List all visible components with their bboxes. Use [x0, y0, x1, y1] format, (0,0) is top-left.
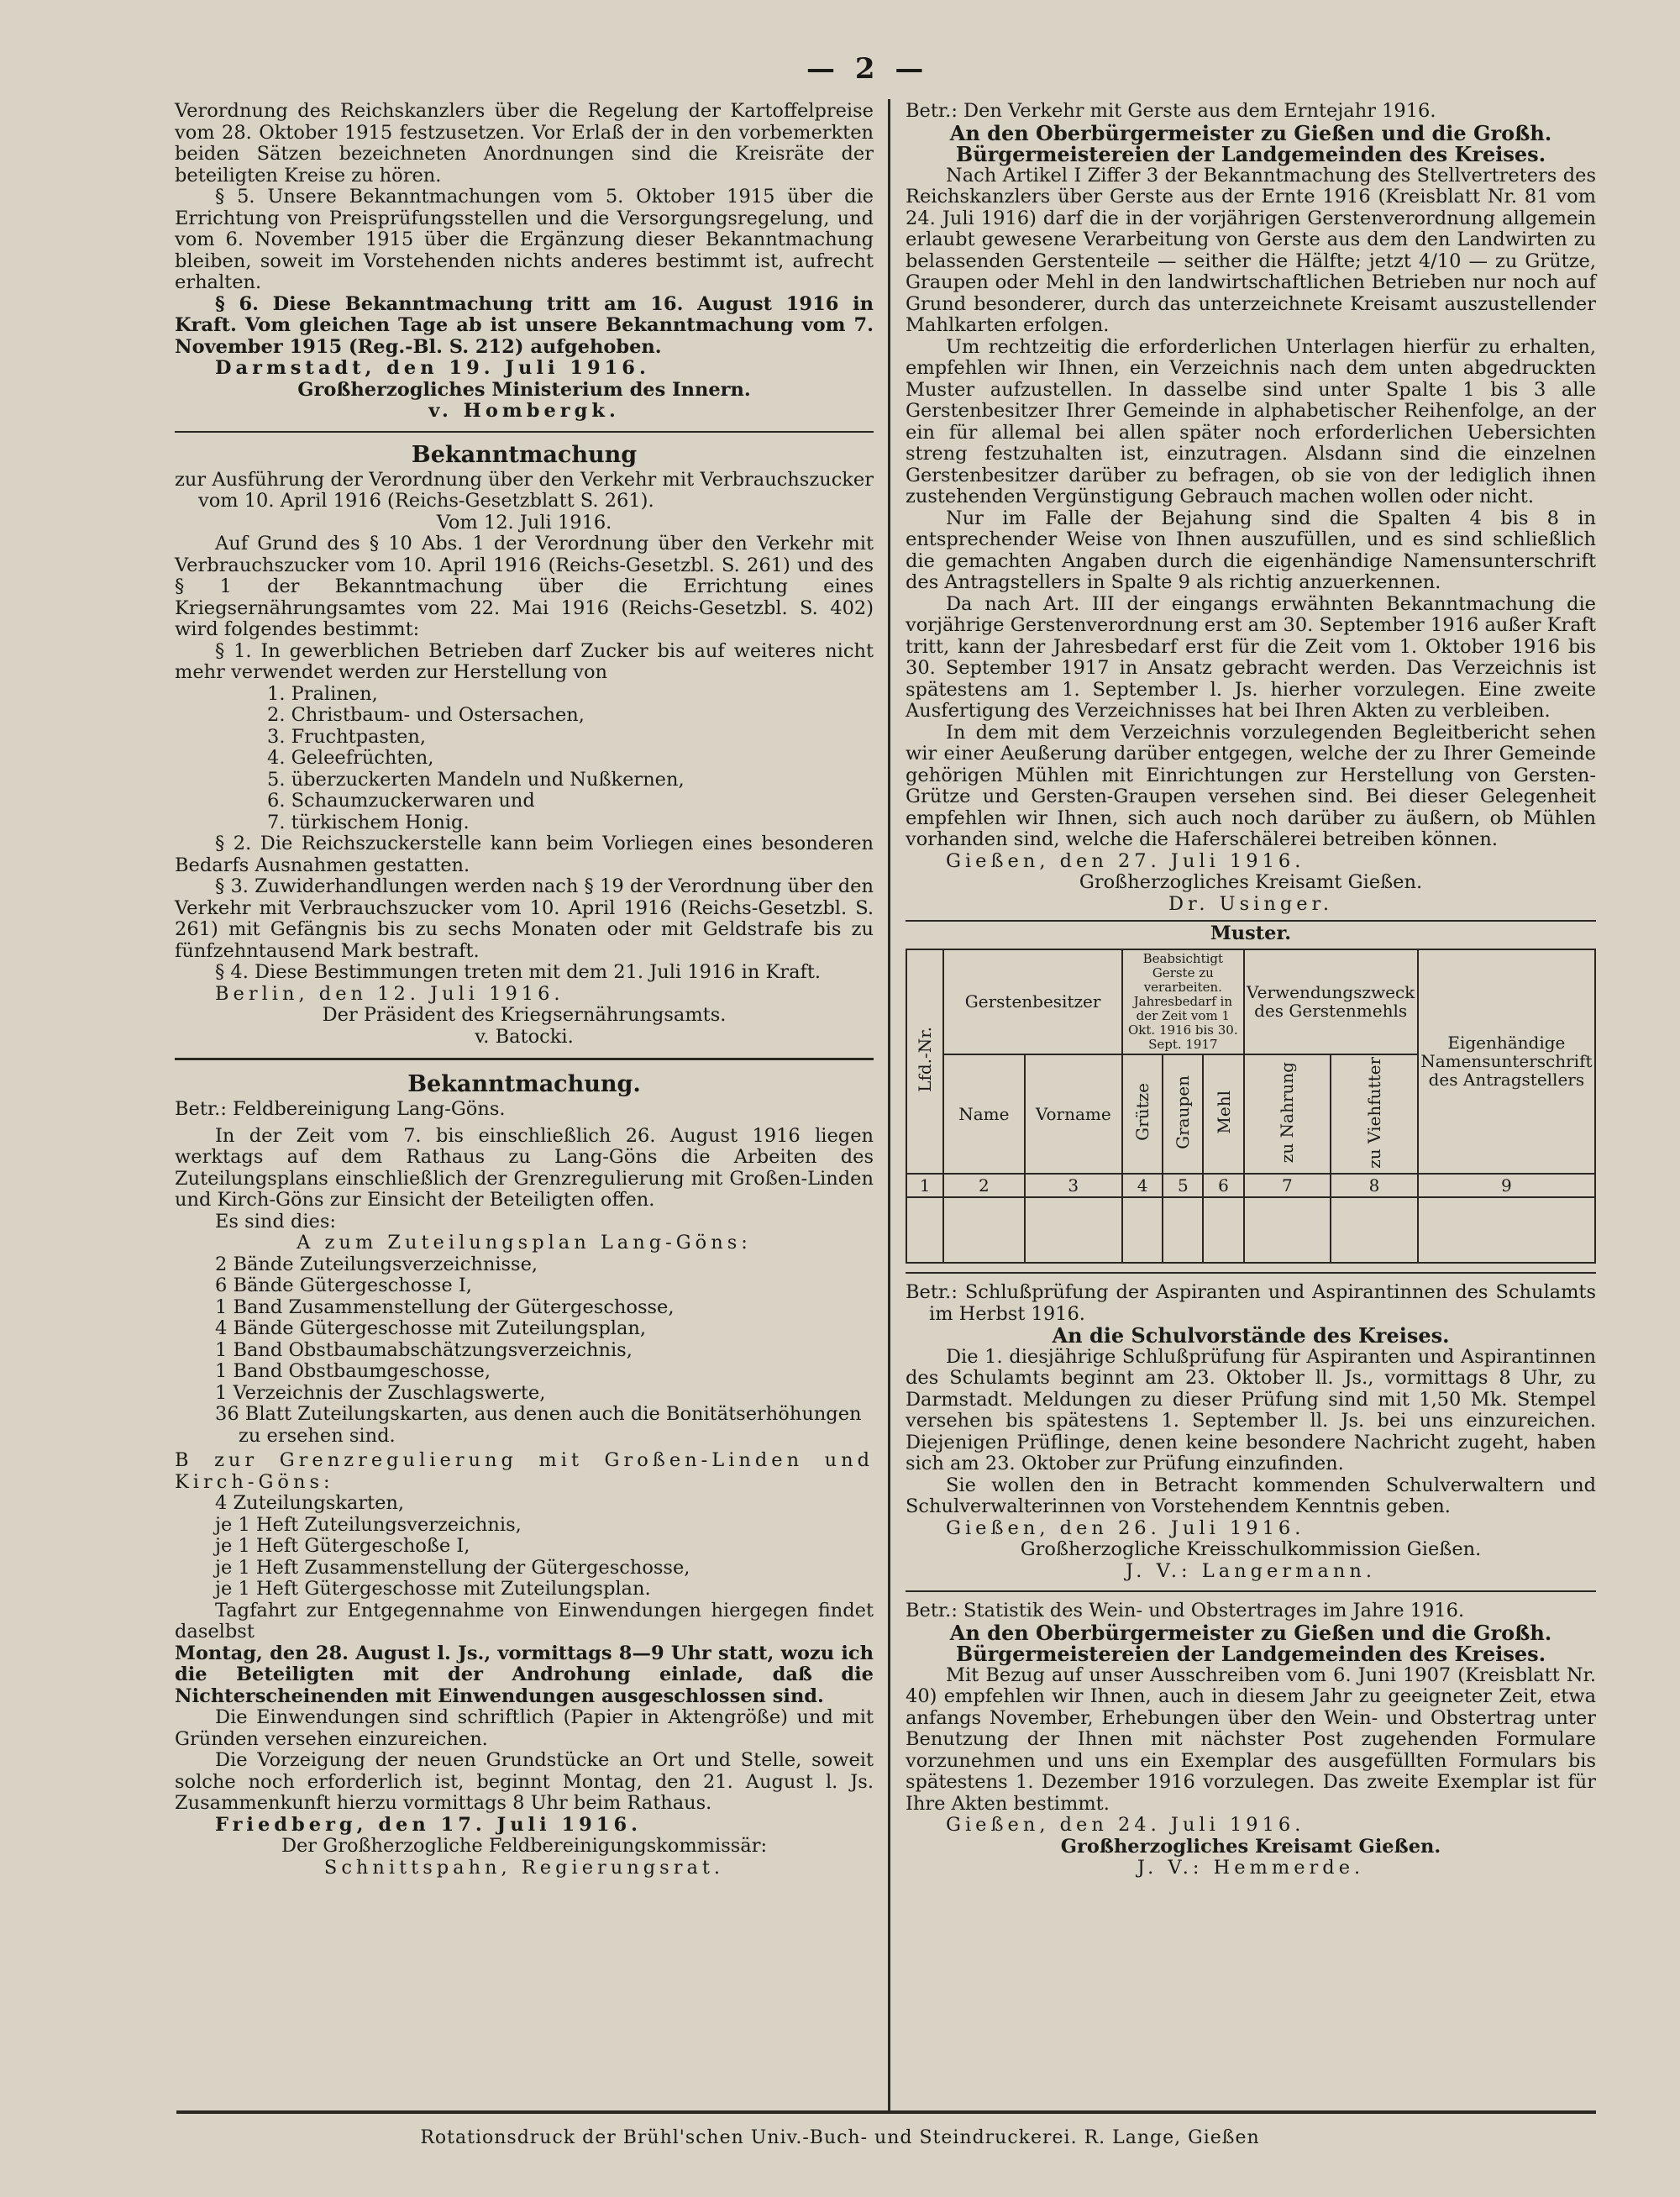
- signature: J. V.: Hemmerde.: [1137, 1857, 1365, 1879]
- paragraph-s2: § 2. Die Reichszuckerstelle kann beim Vorliegen eines besonderen Bedarfs Ausnahmen gestatten.: [175, 833, 874, 876]
- notice-paragraph: In der Zeit vom 7. bis einschließlich 26. August 1916 liegen werktags auf dem Rathaus zu Lang-Göns die Arbeiten des Zuteilungsplans einschließlich der Grenzregulierung mit Großen-Linden und Kirch-Göns zur Einsicht der Beteiligten offen.: [175, 1124, 874, 1211]
- printer-imprint: Rotationsdruck der Brühl'schen Univ.-Buch- und Steindruckerei. R. Lange, Gießen: [420, 2127, 1260, 2148]
- signature: Dr. Usinger.: [1168, 892, 1333, 915]
- table-cell: 6: [1203, 1174, 1243, 1197]
- list-item: 6 Bände Gütergeschosse I,: [215, 1275, 472, 1296]
- table-header-cell: zu Nahrung: [1244, 1054, 1331, 1175]
- place-date: Gießen, den 27. Juli 1916.: [946, 849, 1305, 872]
- list-item: je 1 Heft Gütergeschoße I,: [215, 1535, 470, 1557]
- section-divider: [175, 431, 874, 433]
- notice-heading: Bekanntmachung: [411, 441, 638, 468]
- place-date: Gießen, den 26. Juli 1916.: [946, 1516, 1305, 1539]
- addressee: An den Oberbürgermeister zu Gießen und die Großh. Bürgermeistereien der Landgemeinden des Kreises.: [949, 120, 1552, 166]
- notice-paragraph: Die Vorzeigung der neuen Grundstücke an Ort und Stelle, soweit solche noch erforderlich ist, beginnt Montag, den 21. August l. Js. Zusammenkunft hierzu vormittags 8 Uhr beim Rathaus.: [175, 1749, 874, 1814]
- table-cell: 1: [906, 1174, 943, 1197]
- continued-paragraph: Verordnung des Reichskanzlers über die Regelung der Kartoffelpreise vom 28. Oktober 1915 festzusetzen. Vor Erlaß der in den vorbemerkten beiden Sätzen bezeichneten Anordnungen sind die Kreisräte der beteiligten Kreise zu hören.: [175, 100, 874, 187]
- issuing-office: Der Großherzogliche Feldbereinigungskommissär:: [281, 1835, 768, 1857]
- notice-intro: Auf Grund des § 10 Abs. 1 der Verordnung über den Verkehr mit Verbrauchszucker vom 10. April 1916 (Reichs-Gesetzbl. S. 261) und des § 1 der Bekanntmachung über die Errichtung eines Kriegsernährungsamtes vom 22. Mai 1916 (Reichs-Gesetzbl. S. 402) wird folgendes bestimmt:: [175, 533, 874, 640]
- paragraph-s4: § 4. Diese Bestimmungen treten mit dem 21. Juli 1916 in Kraft.: [215, 961, 822, 983]
- place-date: Berlin, den 12. Juli 1916.: [215, 982, 564, 1005]
- list-item: 4 Zuteilungskarten,: [215, 1492, 405, 1514]
- signature: J. V.: Langermann.: [1126, 1559, 1376, 1582]
- table-cell: [1163, 1197, 1203, 1263]
- table-header-cell: Gerstenbesitzer: [943, 949, 1122, 1054]
- paragraph-s3: § 3. Zuwiderhandlungen werden nach § 19 der Verordnung über den Verkehr mit Verbrauchszucker vom 10. April 1916 (Reichs-Gesetzbl. S. 261) mit Gefängnis bis zu sechs Monaten oder mit Geldstrafe bis zu fünfzehntausend Mark bestraft.: [175, 875, 874, 962]
- table-header-cell: Graupen: [1163, 1054, 1203, 1175]
- list-item: 3. Fruchtpasten,: [267, 725, 426, 748]
- place-date: Gießen, den 24. Juli 1916.: [946, 1814, 1305, 1837]
- list-item: 4 Bände Gütergeschosse mit Zuteilungsplan,: [215, 1317, 647, 1339]
- list-item: 5. überzuckerten Mandeln und Nußkernen,: [267, 768, 685, 791]
- item-list: [215, 1493, 874, 1600]
- subject-line: Betr.: Den Verkehr mit Gerste aus dem Erntejahr 1916.: [906, 100, 1436, 122]
- section-divider: [175, 1058, 874, 1060]
- table-cell: 8: [1331, 1174, 1418, 1197]
- list-item: 1 Verzeichnis der Zuschlagswerte,: [215, 1381, 546, 1404]
- notice-paragraph: Die Einwendungen sind schriftlich (Papier in Aktengröße) und mit Gründen versehen einzureichen.: [175, 1706, 874, 1750]
- place-date: Friedberg, den 17. Juli 1916.: [215, 1813, 642, 1836]
- paragraph-s5: § 5. Unsere Bekanntmachungen vom 5. Oktober 1915 über die Errichtung von Preisprüfungsstellen und die Versorgungsregelung, und vom 6. November 1915 über die Ergänzung dieser Bekanntmachung bleiben, soweit im Vorstehenden nichts anderes bestimmt ist, aufrecht erhalten.: [175, 186, 874, 293]
- list-item: 1 Band Obstbaumabschätzungsverzeichnis,: [215, 1338, 633, 1361]
- table-header-cell: Grütze: [1122, 1054, 1163, 1175]
- list-item: 7. türkischem Honig.: [267, 811, 470, 833]
- list-item: 1. Pralinen,: [267, 682, 378, 705]
- bottom-rule: [176, 2110, 1596, 2114]
- subject-line: Betr.: Feldbereinigung Lang-Göns.: [175, 1098, 506, 1120]
- paragraph-s6: § 6. Diese Bekanntmachung tritt am 16. August 1916 in Kraft. Vom gleichen Tage ab ist unsere Bekanntmachung vom 7. November 1915 (Reg.-Bl. S. 212) aufgehoben.: [175, 292, 874, 358]
- section-divider: [906, 1272, 1596, 1274]
- notice-subtitle: zur Ausführung der Verordnung über den Verkehr mit Verbrauchszucker vom 10. April 1916 (Reichs-Gesetzblatt S. 261).: [175, 468, 874, 512]
- signature: v. Batocki.: [475, 1025, 574, 1048]
- table-cell: 2: [943, 1174, 1024, 1197]
- page-number: — 2 —: [806, 52, 929, 86]
- list-item: 1 Band Obstbaumgeschosse,: [215, 1360, 491, 1382]
- list-item: 2 Bände Zuteilungsverzeichnisse,: [215, 1253, 538, 1275]
- list-item: je 1 Heft Gütergeschosse mit Zuteilungsplan.: [215, 1578, 651, 1600]
- notice-paragraph: Sie wollen den in Betracht kommenden Schulverwaltern und Schulverwalterinnen von Vorstehendem Kenntnis geben.: [906, 1474, 1596, 1518]
- table-header-cell: Lfd.-Nr.: [906, 949, 943, 1175]
- table-cell: [1244, 1197, 1331, 1263]
- issuing-office: Großherzogliches Kreisamt Gießen.: [1060, 1835, 1441, 1858]
- notice-paragraph: Da nach Art. III der eingangs erwähnten Bekanntmachung die vorjährige Gerstenverordnung erst am 30. September 1916 außer Kraft tritt, kann der Jahresbedarf erst für die Zeit vom 1. Oktober 1916 bis 30. September 1917 in Ansatz gebracht werden. Das Verzeichnis ist spätestens am 1. September l. Js. hierher vorzulegen. Eine zweite Ausfertigung des Verzeichnisses hat bei Ihren Akten zu verbleiben.: [906, 592, 1596, 722]
- issuing-office: Großherzogliches Ministerium des Innern.: [297, 378, 751, 401]
- table-header-cell: Verwendungszweck des Gerstenmehls: [1244, 949, 1418, 1054]
- table-header-cell: Name: [943, 1054, 1024, 1175]
- issuing-office: Großherzogliche Kreisschulkommission Gießen.: [1020, 1538, 1482, 1561]
- table-cell: [943, 1197, 1024, 1263]
- right-column: [906, 101, 1596, 1879]
- table-cell: [1418, 1197, 1595, 1263]
- issuing-office: Der Präsident des Kriegsernährungsamts.: [322, 1004, 727, 1026]
- table-cell: [906, 1197, 943, 1263]
- list-item: je 1 Heft Zuteilungsverzeichnis,: [215, 1513, 522, 1536]
- item-list: [215, 1254, 874, 1448]
- table-cell: [1331, 1197, 1418, 1263]
- sample-table: [906, 949, 1596, 1264]
- subject-line: Betr.: Schlußprüfung der Aspiranten und Aspirantinnen des Schulamts im Herbst 1916.: [906, 1281, 1596, 1325]
- notice-paragraph: Es sind dies:: [215, 1210, 336, 1233]
- notice-paragraph: Die 1. diesjährige Schlußprüfung für Aspiranten und Aspirantinnen des Schulamts beginnt am 23. Oktober ll. Js., vormittags 8 Uhr, zu Darmstadt. Meldungen zu dieser Prüfung sind mit 1,50 Mk. Stempel versehen bis spätestens 1. September ll. Js. bei uns einzureichen. Diejenigen Prüflinge, denen keine besondere Nachricht zugeht, haben sich am 23. Oktober zur Prüfung einzufinden.: [906, 1345, 1596, 1475]
- list-item: 1 Band Zusammenstellung der Gütergeschosse,: [215, 1296, 675, 1318]
- list-heading: B zur Grenzregulierung mit Großen-Linden und Kirch-Göns:: [175, 1449, 874, 1493]
- table-row: [906, 1197, 1595, 1263]
- list-heading: A zum Zuteilungsplan Lang-Göns:: [297, 1232, 752, 1254]
- section-divider: [906, 1590, 1596, 1592]
- table-cell: [1122, 1197, 1163, 1263]
- table-header-cell: zu Viehfutter: [1331, 1054, 1418, 1175]
- signature: Schnittspahn, Regierungsrat.: [323, 1856, 725, 1879]
- notice-paragraph: In dem mit dem Verzeichnis vorzulegenden Begleitbericht sehen wir einer Aeußerung darüber entgegen, welche der zu Ihrer Gemeinde gehörigen Mühlen mit Einrichtungen zur Herstellung von Gersten-Grütze und Gersten-Graupen versehen sind. Bei dieser Gelegenheit empfehlen wir Ihnen, sich auch noch darüber zu äußern, ob Mühlen vorhanden sind, welche die Haferschälerei betreiben können.: [906, 721, 1596, 850]
- table-cell: 7: [1244, 1174, 1331, 1197]
- column-divider: [888, 99, 890, 2111]
- list-item: je 1 Heft Zusammenstellung der Gütergeschosse,: [215, 1556, 690, 1579]
- paragraph-s1: § 1. In gewerblichen Betrieben darf Zucker bis auf weiteres nicht mehr verwendet werden zur Herstellung von: [175, 639, 874, 683]
- addressee: An den Oberbürgermeister zu Gießen und die Großh. Bürgermeistereien der Landgemeinden des Kreises.: [949, 1620, 1552, 1667]
- place-date: Darmstadt, den 19. Juli 1916.: [215, 357, 650, 379]
- notice-paragraph: Nach Artikel I Ziffer 3 der Bekanntmachung des Stellvertreters des Reichskanzlers über Gerste aus der Ernte 1916 (Kreisblatt Nr. 81 vom 24. Juli 1916) darf die in der vorjährigen Gerstenverordnung allgemein erlaubt gewesene Verarbeitung von Gerste aus dem den Landwirten zu belassenden Gerstenteile — seither die Hälfte; jetzt 4/10 — zu Grütze, Graupen oder Mehl in den landwirtschaftlichen Betrieben nur noch auf Grund besonderer, durch das unterzeichnete Kreisamt auszustellender Mahlkarten erfolgen.: [906, 164, 1596, 336]
- table-header-cell: Vorname: [1025, 1054, 1122, 1175]
- table-header-cell: Beabsichtigt Gerste zu verarbeiten. Jahresbedarf in der Zeit vom 1 Okt. 1916 bis 30. Sept. 1917: [1122, 949, 1244, 1054]
- item-list: [267, 684, 874, 834]
- table-title: Muster.: [1210, 922, 1292, 944]
- table-cell: [1025, 1197, 1122, 1263]
- list-item: 4. Geleefrüchten,: [267, 747, 434, 769]
- notice-paragraph: Um rechtzeitig die erforderlichen Unterlagen hierfür zu erhalten, empfehlen wir Ihnen, ein Verzeichnis nach dem unten abgedruckten Muster aufzustellen. In dasselbe sind unter Spalte 1 bis 3 alle Gerstenbesitzer Ihrer Gemeinde in alphabetischer Reihenfolge, an der ein für allemal bei allen später noch erforderlichen Uebersichten streng festzuhalten ist, einzutragen. Alsdann sind die einzelnen Gerstenbesitzer darüber zu befragen, ob sie von der lediglich ihnen zustehenden Vergünstigung Gebrauch machen wollen oder nicht.: [906, 335, 1596, 507]
- table-cell: 5: [1163, 1174, 1203, 1197]
- notice-paragraph: Tagfahrt zur Entgegennahme von Einwendungen hiergegen findet daselbst: [175, 1599, 874, 1642]
- addressee: An die Schulvorstände des Kreises.: [1052, 1323, 1450, 1348]
- signature: v. Hombergk.: [428, 400, 620, 422]
- notice-date: Vom 12. Juli 1916.: [436, 511, 612, 533]
- subject-line: Betr.: Statistik des Wein- und Obstertrages im Jahre 1916.: [906, 1600, 1465, 1622]
- notice-heading: Bekanntmachung.: [407, 1071, 641, 1097]
- list-item: 2. Christbaum- und Ostersachen,: [267, 704, 585, 726]
- issuing-office: Großherzogliches Kreisamt Gießen.: [1079, 871, 1423, 893]
- list-item: 36 Blatt Zuteilungskarten, aus denen auch die Bonitätserhöhungen zu ersehen sind.: [215, 1403, 862, 1447]
- table-header-cell: Eigenhändige Namensunterschrift des Antragstellers: [1418, 949, 1595, 1175]
- table-cell: 4: [1122, 1174, 1163, 1197]
- left-column: [175, 101, 874, 1879]
- list-item: 6. Schaumzuckerwaren und: [267, 790, 535, 812]
- table-row: [906, 1174, 1595, 1197]
- notice-paragraph: Montag, den 28. August l. Js., vormittags 8—9 Uhr statt, wozu ich die Beteiligten mit der Androhung einlade, daß die Nichterscheinenden mit Einwendungen ausgeschlossen sind.: [175, 1642, 874, 1707]
- table-header-cell: Mehl: [1203, 1054, 1243, 1175]
- table-cell: [1203, 1197, 1243, 1263]
- table-cell: 9: [1418, 1174, 1595, 1197]
- table-cell: 3: [1025, 1174, 1122, 1197]
- notice-paragraph: Mit Bezug auf unser Ausschreiben vom 6. Juni 1907 (Kreisblatt Nr. 40) empfehlen wir Ihnen, auch in diesem Jahr zu geeigneter Zeit, etwa anfangs November, Erhebungen über den Wein- und Obstertrag unter Benutzung der Ihnen mit nächster Post zugehenden Formulare vorzunehmen und uns ein Exemplar des ausgefüllten Formulars bis spätestens 1. Dezember 1916 vorzulegen. Das zweite Exemplar ist für Ihre Akten bestimmt.: [906, 1664, 1596, 1815]
- notice-paragraph: Nur im Falle der Bejahung sind die Spalten 4 bis 8 in entsprechender Weise von Ihnen auszufüllen, und es sind schließlich die gemachten Angaben durch die eigenhändige Namensunterschrift des Antragstellers in Spalte 9 als richtig anzuerkennen.: [906, 507, 1596, 593]
- section-divider: [906, 920, 1596, 922]
